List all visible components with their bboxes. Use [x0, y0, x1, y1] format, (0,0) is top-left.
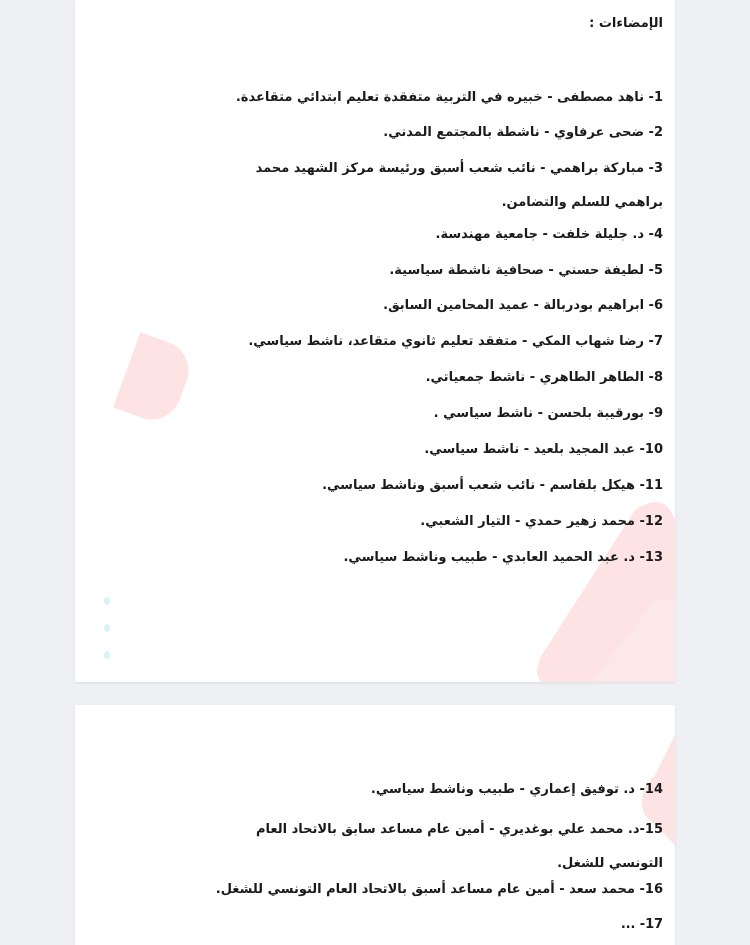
signature-item: 11- هيكل بلقاسم - نائب شعب أسبق وناشط سياسي. [322, 478, 663, 493]
signature-item: 2- ضحى عرفاوي - ناشطة بالمجتمع المدني. [383, 125, 663, 140]
signature-item: 17- ... [620, 917, 663, 932]
signature-item: 13- د. عبد الحميد العابدي - طبيب وناشط سياسي. [343, 550, 663, 565]
decorative-dot [104, 651, 110, 659]
decorative-shape [585, 600, 675, 682]
signature-item: 8- الطاهر الطاهري - ناشط جمعياتي. [425, 370, 663, 385]
signature-item: 5- لطيفة حسني - صحافية ناشطة سياسية. [389, 263, 663, 278]
signature-item: 16- محمد سعد - أمين عام مساعد أسبق بالاتحاد العام التونسي للشغل. [215, 882, 663, 897]
signatures-heading: الإمضاءات : [589, 16, 663, 31]
signature-item: 6- ابراهيم بودربالة - عميد المحامين السابق. [383, 298, 663, 313]
signature-item: 9- بورقيبة بلحسن - ناشط سياسي . [433, 406, 663, 421]
signature-item: 15-د. محمد علي بوغديري - أمين عام مساعد سابق بالاتحاد العام التونسي للشغل. [256, 822, 663, 871]
decorative-dot [104, 597, 110, 605]
signature-item: 1- ناهد مصطفى - خبيره في التربية متفقدة تعليم ابتدائي متقاعدة. [235, 90, 663, 105]
signature-item: 3- مباركة براهمي - نائب شعب أسبق ورئيسة مركز الشهيد محمد براهمي للسلم والتضامن. [255, 161, 663, 210]
document-page-1 [75, 0, 675, 682]
signature-item: 7- رضا شهاب المكي - متفقد تعليم ثانوي متقاعد، ناشط سياسي. [248, 334, 663, 349]
signature-item: 12- محمد زهير حمدي - التيار الشعبي. [420, 514, 663, 529]
decorative-dot [104, 624, 110, 632]
signature-item: 4- د. جليلة خلفت - جامعية مهندسة. [435, 227, 663, 242]
signature-item: 10- عبد المجيد بلعيد - ناشط سياسي. [424, 442, 663, 457]
signature-item: 14- د. توفيق إعماري - طبيب وناشط سياسي. [370, 782, 663, 797]
document-page-2 [75, 705, 675, 945]
